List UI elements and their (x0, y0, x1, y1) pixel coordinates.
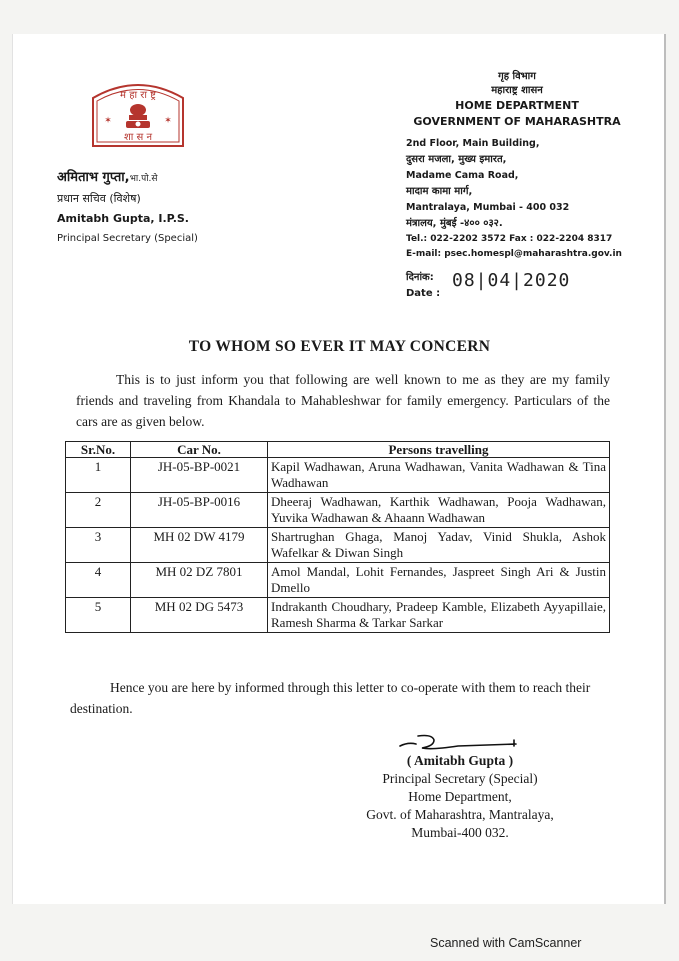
cars-table (65, 441, 610, 633)
date-block (406, 270, 571, 302)
email: E-mail: psec.homespl@maharashtra.gov.in (406, 249, 622, 259)
tel-fax: Tel.: 022-2202 3572 Fax : 022-2204 8317 (406, 234, 613, 244)
table-row (66, 493, 610, 528)
cell-car: MH 02 DW 4179 (131, 528, 268, 563)
header-sr-no: Sr.No. (66, 442, 131, 458)
table-row (66, 458, 610, 493)
gov-english: GOVERNMENT OF MAHARASHTRA (413, 115, 621, 128)
cell-car: MH 02 DG 5473 (131, 598, 268, 633)
table-header-row (66, 442, 610, 458)
svg-text:✶: ✶ (104, 115, 112, 125)
letter-subject: TO WHOM SO EVER IT MAY CONCERN (188, 338, 491, 355)
letterhead-block (406, 70, 636, 262)
date-handwritten: 08|04|2020 (452, 270, 571, 291)
header-car-no: Car No. (131, 442, 268, 458)
cell-persons: Amol Mandal, Lohit Fernandes, Jaspreet Singh Ari & Justin Dmello (268, 563, 610, 598)
address-line: मादाम कामा मार्ग, (406, 186, 473, 197)
cell-car: JH-05-BP-0021 (131, 458, 268, 493)
sender-designation-english: Principal Secretary (Special) (57, 233, 198, 244)
sender-block (57, 168, 198, 249)
svg-text:✶: ✶ (164, 115, 172, 125)
cell-sr: 1 (66, 458, 131, 493)
stamp-text-top: म हा रा ष्ट्र (120, 90, 156, 101)
scanner-watermark: Scanned with CamScanner (430, 936, 582, 950)
cell-persons: Dheeraj Wadhawan, Karthik Wadhawan, Pooja Wadhawan, Yuvika Wadhawan & Ahaann Wadhawan (268, 493, 610, 528)
dept-hindi: गृह विभाग (498, 71, 536, 82)
dept-english: HOME DEPARTMENT (455, 99, 579, 112)
signatory-line: Home Department, (408, 789, 512, 804)
address-line: Mantralaya, Mumbai - 400 032 (406, 202, 570, 213)
cell-car: MH 02 DZ 7801 (131, 563, 268, 598)
cell-persons: Kapil Wadhawan, Aruna Wadhawan, Vanita Wadhawan & Tina Wadhawan (268, 458, 610, 493)
cell-sr: 2 (66, 493, 131, 528)
table-row (66, 563, 610, 598)
table-row (66, 528, 610, 563)
cell-persons: Shartrughan Ghaga, Manoj Yadav, Vinid Shukla, Ashok Wafelkar & Diwan Singh (268, 528, 610, 563)
letter-body (76, 369, 610, 432)
header-persons: Persons travelling (268, 442, 610, 458)
stamp-text-bottom: शा स न (123, 132, 153, 143)
handwritten-signature (398, 732, 518, 754)
signatory-line: Principal Secretary (Special) (382, 771, 538, 786)
address-line: 2nd Floor, Main Building, (406, 138, 540, 149)
sender-name-english: Amitabh Gupta, I.P.S. (57, 212, 189, 225)
cell-sr: 3 (66, 528, 131, 563)
date-label-english: Date : (406, 288, 441, 299)
cell-persons: Indrakanth Choudhary, Pradeep Kamble, Elizabeth Ayyapillaie, Ramesh Sharma & Tarkar Sarkar (268, 598, 610, 633)
cell-car: JH-05-BP-0016 (131, 493, 268, 528)
cell-sr: 5 (66, 598, 131, 633)
letter-closing (70, 677, 610, 719)
date-label-hindi: दिनांक: (406, 272, 434, 283)
sender-designation-hindi: प्रधान सचिव (विशेष) (57, 192, 141, 205)
signatory-line: Mumbai-400 032. (411, 825, 509, 840)
government-emblem-stamp (85, 78, 191, 156)
cell-sr: 4 (66, 563, 131, 598)
sender-name-hindi-suffix: भा.पो.से (129, 174, 158, 184)
sender-name-hindi: अमिताभ गुप्ता, (57, 170, 130, 185)
signatory-name: ( Amitabh Gupta ) (406, 753, 514, 768)
signatory-line: Govt. of Maharashtra, Mantralaya, (366, 807, 554, 822)
address-line: मंत्रालय, मुंबई -४०० ०३२. (406, 218, 503, 229)
address-line: Madame Cama Road, (406, 170, 519, 181)
gov-hindi: महाराष्ट्र शासन (491, 85, 543, 96)
signatory-block (330, 752, 590, 842)
letter-body-text: This is to just inform you that following are well known to me as they are my family friends and traveling from Khandala to Mahableshwar for family emergency. Particulars of the cars are as given below. (76, 372, 610, 429)
table-row (66, 598, 610, 633)
letter-closing-text: Hence you are here by informed through this letter to co-operate with them to reach their destination. (70, 680, 591, 716)
address-line: दुसरा मजला, मुख्य इमारत, (406, 154, 507, 165)
